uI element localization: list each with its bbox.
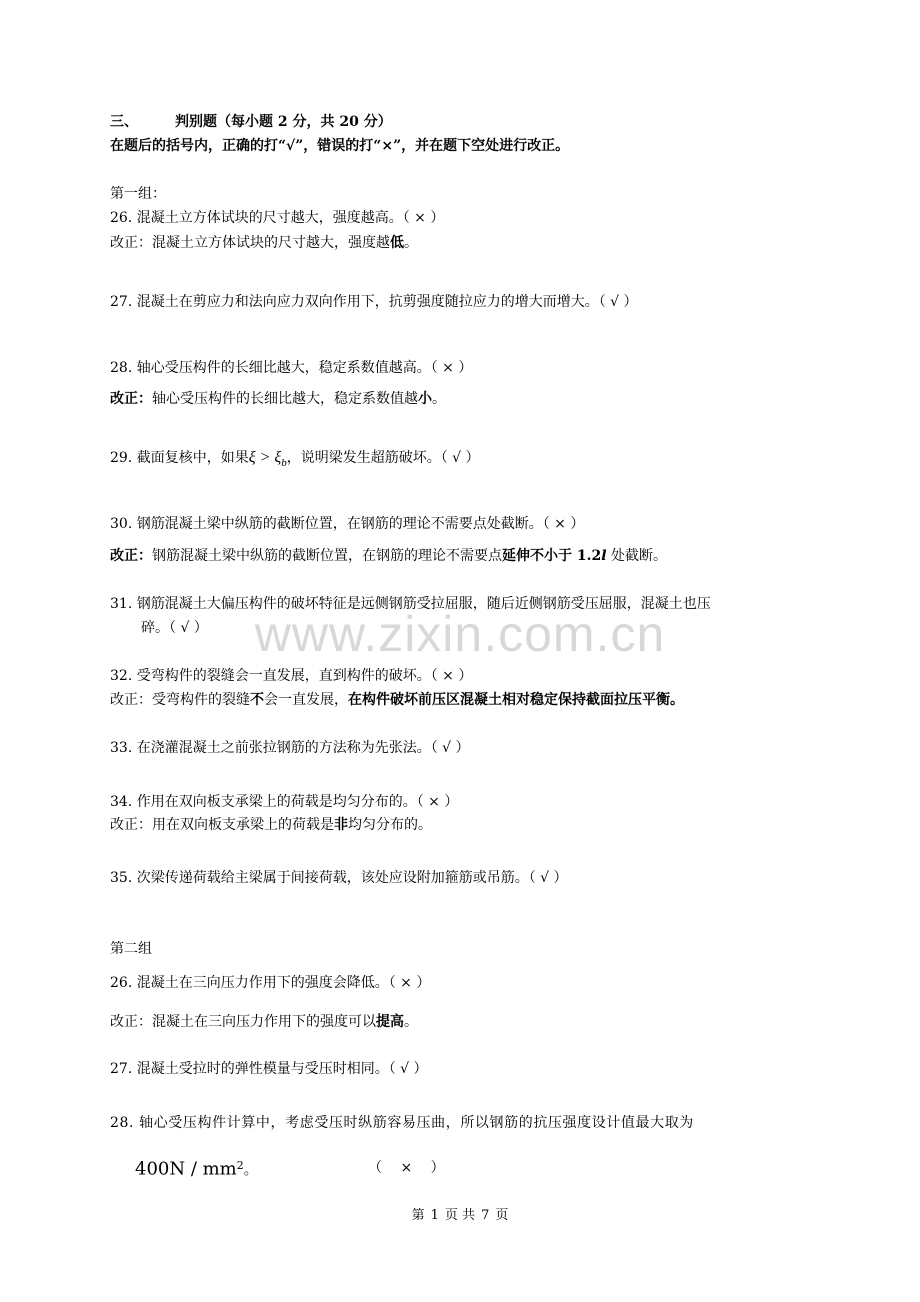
stress-value: $400N / mm^2$。 — [135, 1158, 258, 1180]
correction-34: 改正：用在双向板支承梁上的荷载是非均匀分布的。 — [110, 817, 432, 833]
section-title: 判别题（每小题 2 分，共 20 分） — [175, 114, 392, 130]
page-footer: 第 1 页 共 7 页 — [411, 1208, 509, 1223]
section-number: 三、 — [110, 114, 138, 130]
question-28-group2: 28. 轴心受压构件计算中，考虑受压时纵筋容易压曲，所以钢筋的抗压强度设计值最大取为 — [110, 1115, 694, 1131]
page-number: 1 — [430, 1208, 439, 1223]
question-27-group2: 27. 混凝土受拉时的弹性模量与受压时相同。（ √ ） — [110, 1061, 428, 1077]
group-label: 第一组： — [110, 186, 166, 202]
question-31-line2: 碎。（ √ ） — [141, 620, 208, 636]
question-33: 33. 在浇灌混凝土之前张拉钢筋的方法称为先张法。（ √ ） — [110, 740, 470, 756]
question-26: 26. 混凝土立方体试块的尺寸越大，强度越高。（ × ） — [110, 210, 445, 226]
correction-26: 改正：混凝土立方体试块的尺寸越大，强度越低。 — [110, 235, 418, 251]
correction-32: 改正：受弯构件的裂缝不会一直发展，在构件破坏前压区混凝土相对稳定保持截面拉压平衡。 — [110, 692, 684, 708]
question-26-group2: 26. 混凝土在三向压力作用下的强度会降低。（ × ） — [110, 975, 431, 991]
question-34: 34. 作用在双向板支承梁上的荷载是均匀分布的。（ × ） — [110, 794, 459, 810]
section-instruction: 在题后的括号内，正确的打“√”，错误的打“×”，并在题下空处进行改正。 — [110, 138, 570, 154]
answer-28-group2: （ × ） — [368, 1160, 445, 1176]
question-29: 29. 截面复核中，如果$\xi > \xi_b$，说明梁发生超筋破坏。（ √ ） — [110, 449, 480, 469]
question-30: 30. 钢筋混凝土梁中纵筋的截断位置，在钢筋的理论不需要点处截断。（ × ） — [110, 516, 585, 532]
correction-28: 改正：轴心受压构件的长细比越大，稳定系数值越小。 — [110, 391, 446, 407]
question-32: 32. 受弯构件的裂缝会一直发展，直到构件的破坏。（ × ） — [110, 668, 473, 684]
page-total: 7 — [481, 1208, 490, 1223]
question-28: 28. 轴心受压构件的长细比越大，稳定系数值越高。（ × ） — [110, 360, 473, 376]
watermark: www.zixin.com.cn — [254, 606, 666, 662]
correction-30: 改正：钢筋混凝土梁中纵筋的截断位置，在钢筋的理论不需要点延伸不小于 1.2l 处截断。 — [110, 548, 668, 564]
xi-formula: ξ > ξ — [248, 449, 282, 466]
question-27: 27. 混凝土在剪应力和法向应力双向作用下，抗剪强度随拉应力的增大而增大。（ √ ） — [110, 294, 638, 310]
question-35: 35. 次梁传递荷载给主梁属于间接荷载，该处应设附加箍筋或吊筋。（ √ ） — [110, 870, 568, 886]
group-label: 第二组 — [110, 941, 152, 957]
correction-26-group2: 改正：混凝土在三向压力作用下的强度可以提高。 — [110, 1014, 418, 1030]
question-31: 31. 钢筋混凝土大偏压构件的破坏特征是远侧钢筋受拉屈服，随后近侧钢筋受压屈服，混凝土也压 — [110, 596, 711, 612]
